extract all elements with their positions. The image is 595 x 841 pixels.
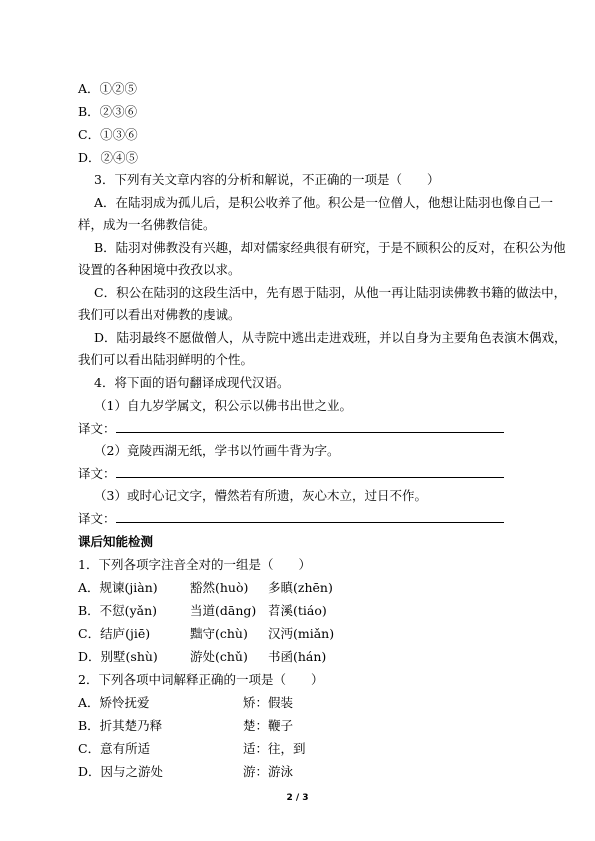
k2-option-term: C．意有所适	[78, 741, 151, 756]
k1-option-cell: A．规谏(jiàn)	[78, 580, 158, 595]
k1-option-cell: 黜守(chù)	[190, 626, 248, 641]
option-d: D．②④⑤	[78, 150, 139, 165]
translation-label: 译文：	[78, 511, 116, 526]
k1-option-cell: 游处(chǔ)	[190, 649, 248, 664]
k1-option-cell: 汉沔(miǎn)	[268, 626, 335, 641]
k2-option-gloss: 适：往，到	[243, 741, 306, 756]
k2-option-gloss: 游：游泳	[243, 764, 294, 779]
page-number: 2 / 3	[286, 793, 309, 803]
k1-stem: 1．下列各项字注音全对的一组是（ ）	[78, 557, 311, 572]
translation-label: 译文：	[78, 466, 116, 481]
q4-sentence-2: （2）竟陵西湖无纸，学书以竹画牛背为字。	[94, 443, 340, 458]
k2-option-term: D．因与之游处	[78, 764, 164, 779]
k1-option-cell: 多瞋(zhēn)	[268, 580, 333, 595]
k1-option-cell: 苕溪(tiáo)	[268, 603, 327, 618]
answer-blank[interactable]	[116, 466, 504, 478]
q3-stem: 3．下列有关文章内容的分析和解说，不正确的一项是（ ）	[94, 172, 440, 187]
q3-option-a-line1: A．在陆羽成为孤儿后，是积公收养了他。积公是一位僧人，他想让陆羽也像自己一	[94, 195, 554, 210]
q3-option-d-line1: D．陆羽最终不愿做僧人，从寺院中逃出走进戏班，并以自身为主要角色表演木偶戏，	[94, 330, 567, 345]
k1-option-cell: B．不愆(yǎn)	[78, 603, 158, 618]
translation-label: 译文：	[78, 421, 116, 436]
q3-option-a-line2: 样，成为一名佛教信徒。	[78, 217, 216, 232]
k1-option-cell: 豁然(huò)	[190, 580, 249, 595]
k1-option-cell: 当道(dāng)	[190, 603, 257, 618]
k2-option-gloss: 楚：鞭子	[243, 718, 294, 733]
q3-option-c-line1: C．积公在陆羽的这段生活中，先有恩于陆羽，从他一再让陆羽读佛教书籍的做法中，	[94, 285, 567, 300]
k2-option-gloss: 矫：假装	[243, 695, 294, 710]
k2-option-term: B．折其楚乃释	[78, 718, 163, 733]
q4-stem: 4．将下面的语句翻译成现代汉语。	[94, 375, 290, 390]
q3-option-b-line1: B．陆羽对佛教没有兴趣，却对儒家经典很有研究，于是不顾积公的反对，在积公为他	[94, 240, 566, 255]
translation-field-1[interactable]	[78, 421, 518, 437]
k1-option-cell: 书函(hán)	[268, 649, 327, 664]
k1-option-cell: C．结庐(jiē)	[78, 626, 151, 641]
option-c: C．①③⑥	[78, 127, 138, 142]
q3-option-d-line2: 我们可以看出陆羽鲜明的个性。	[78, 352, 254, 367]
k2-option-term: A．矫怜抚爱	[78, 695, 150, 710]
q4-sentence-1: （1）自九岁学属文，积公示以佛书出世之业。	[94, 398, 352, 413]
option-b: B．②③⑥	[78, 104, 138, 119]
option-a: A．①②⑤	[78, 81, 138, 96]
answer-blank[interactable]	[116, 511, 504, 523]
answer-blank[interactable]	[116, 421, 504, 433]
q3-option-c-line2: 我们可以看出对佛教的虔诚。	[78, 307, 241, 322]
q3-option-b-line2: 设置的各种困境中孜孜以求。	[78, 262, 241, 277]
translation-field-2[interactable]	[78, 466, 518, 482]
k2-stem: 2．下列各项中词解释正确的一项是（ ）	[78, 672, 324, 687]
q4-sentence-3: （3）或时心记文字，懵然若有所遗，灰心木立，过日不作。	[94, 488, 427, 503]
translation-field-3[interactable]	[78, 511, 518, 527]
k1-option-cell: D．别墅(shù)	[78, 649, 158, 664]
section-title: 课后知能检测	[78, 534, 154, 549]
